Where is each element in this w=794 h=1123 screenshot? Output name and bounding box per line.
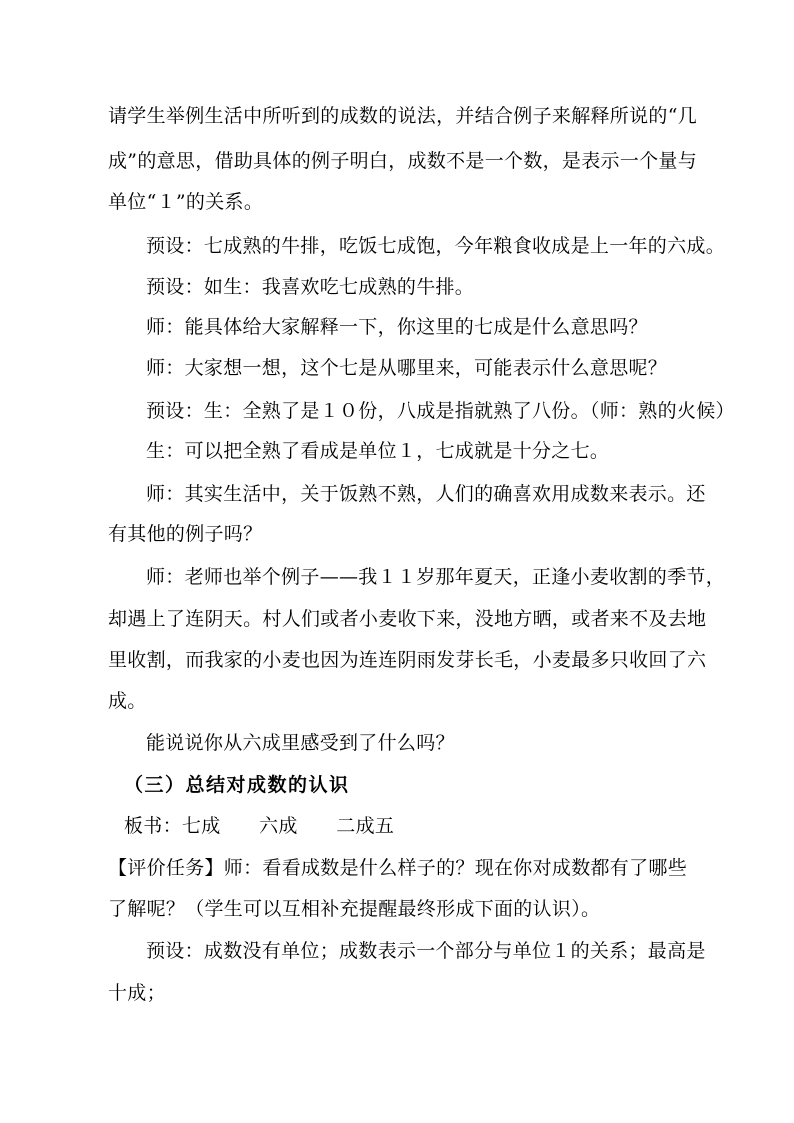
paragraph-line-16: 能说说你从六成里感受到了什么吗？: [146, 732, 455, 754]
paragraph-line-12: 师：老师也举个例子——我１１岁那年夏天，正逢小麦收割的季节，: [146, 566, 726, 588]
paragraph-line-4: 预设：七成熟的牛排，吃饭七成饱，今年粮食收成是上一年的六成。: [146, 235, 726, 257]
paragraph-line-7: 师：大家想一想，这个七是从哪里来，可能表示什么意思呢？: [146, 357, 668, 379]
paragraph-line-19: 【评价任务】师：看看成数是什么样子的？现在你对成数都有了哪些: [108, 857, 688, 879]
paragraph-line-6: 师：能具体给大家解释一下，你这里的七成是什么意思吗？: [146, 316, 648, 338]
paragraph-line-2: 成”的意思，借助具体的例子明白，成数不是一个数，是表示一个量与: [108, 150, 698, 172]
paragraph-line-1: 请学生举例生活中所听到的成数的说法，并结合例子来解释所说的“几: [108, 105, 698, 127]
paragraph-line-15: 成。: [108, 690, 147, 712]
paragraph-line-10: 师：其实生活中，关于饭熟不熟，人们的确喜欢用成数来表示。还: [146, 483, 706, 505]
paragraph-line-21: 预设：成数没有单位；成数表示一个部分与单位１的关系；最高是: [146, 940, 706, 962]
paragraph-line-3: 单位“１”的关系。: [108, 191, 264, 213]
paragraph-line-11: 有其他的例子吗？: [108, 523, 263, 545]
paragraph-line-9: 生：可以把全熟了看成是单位１，七成就是十分之七。: [146, 440, 610, 462]
paragraph-line-8: 预设：生：全熟了是１０份，八成是指就熟了八份。（师：熟的火候）: [146, 400, 735, 422]
paragraph-line-14: 里收割，而我家的小麦也因为连连阴雨发芽长毛，小麦最多只收回了六: [108, 649, 707, 671]
board-writing: 板书：七成 六成 二成五: [124, 815, 395, 837]
paragraph-line-13: 却遇上了连阴天。村人们或者小麦收下来，没地方晒，或者来不及去地: [108, 608, 707, 630]
section-heading: （三）总结对成数的认识: [124, 774, 350, 796]
paragraph-line-20: 了解呢？（学生可以互相补充提醒最终形成下面的认识）。: [108, 898, 601, 920]
paragraph-line-5: 预设：如生：我喜欢吃七成熟的牛排。: [146, 276, 475, 298]
paragraph-line-22: 十成；: [108, 982, 166, 1004]
